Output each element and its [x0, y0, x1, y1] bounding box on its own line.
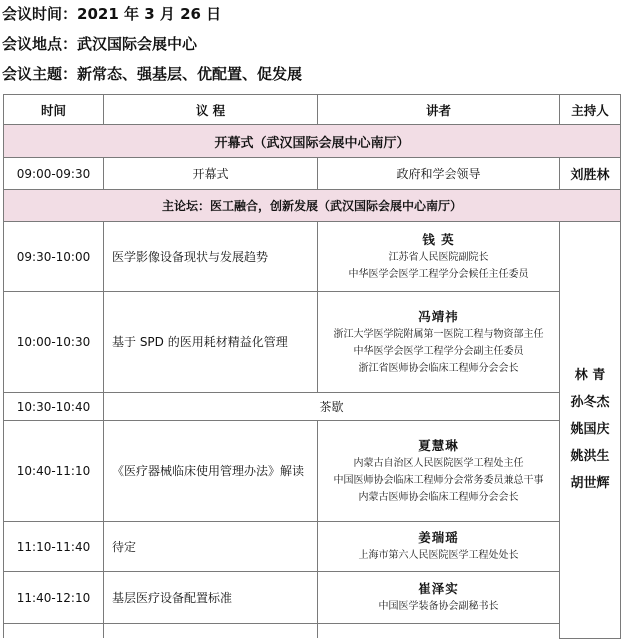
meeting-time-label: 会议时间： [2, 5, 78, 23]
session-time: 09:00-09:30 [4, 158, 104, 190]
speaker-title: 中国医学装备协会副秘书长 [378, 601, 499, 612]
speaker-name: 冯靖祎 [418, 308, 459, 324]
speaker-title: 中国医师协会临床工程师分会常务委员兼总干事 [333, 474, 544, 486]
session-time: 11:10-11:40 [4, 522, 104, 572]
session-topic: 《医疗器械临床使用管理办法》解读 [104, 421, 318, 522]
session-topic: 开幕式 [104, 158, 318, 190]
speaker-title: 中华医学会医学工程学分会副主任委员 [353, 345, 524, 357]
host-name: 孙冬杰 [570, 395, 610, 411]
opening-section-title: 开幕式（武汉国际会展中心南厅） [4, 125, 621, 158]
table-row [4, 421, 621, 522]
host-name: 林 青 [574, 368, 606, 384]
session-speaker-cell [318, 421, 560, 522]
empty-cell [104, 624, 318, 639]
session-speaker-cell [318, 222, 560, 292]
col-header-time: 时间 [4, 95, 104, 125]
col-header-host: 主持人 [560, 95, 621, 125]
header-row [4, 95, 621, 125]
host-name: 姚洪生 [570, 449, 610, 465]
table-row [4, 222, 621, 292]
forum-section-title: 主论坛：医工融合，创新发展（武汉国际会展中心南厅） [4, 190, 621, 222]
col-header-speaker: 讲者 [318, 95, 560, 125]
opening-section-row [4, 125, 621, 158]
empty-cell [318, 624, 560, 639]
session-topic: 基层医疗设备配置标准 [104, 572, 318, 624]
session-speaker-cell [318, 292, 560, 393]
session-host: 刘胜林 [560, 158, 621, 190]
forum-hosts-cell [560, 222, 621, 639]
session-topic: 医学影像设备现状与发展趋势 [104, 222, 318, 292]
meeting-time-value: 2021 年 3 月 26 日 [77, 5, 222, 23]
session-time: 09:30-10:00 [4, 222, 104, 292]
col-header-agenda: 议 程 [104, 95, 318, 125]
speaker-name: 崔泽实 [418, 581, 459, 596]
meeting-theme-value: 新常态、强基层、优配置、促发展 [77, 65, 303, 83]
break-row [4, 393, 621, 421]
table-row [4, 158, 621, 190]
meeting-place-value: 武汉国际会展中心 [77, 35, 198, 53]
session-speaker-cell [318, 572, 560, 624]
empty-cell [4, 624, 104, 639]
session-topic: 基于 SPD 的医用耗材精益化管理 [104, 292, 318, 393]
meeting-place-label: 会议地点： [2, 35, 78, 53]
table-row [4, 522, 621, 572]
session-topic: 待定 [104, 522, 318, 572]
table-row [4, 292, 621, 393]
session-speaker-cell [318, 522, 560, 572]
host-name: 姚国庆 [570, 422, 610, 438]
table-bottom-edge [4, 624, 621, 639]
session-time: 10:00-10:30 [4, 292, 104, 393]
speaker-title: 内蒙古医师协会临床工程师分会会长 [358, 491, 519, 503]
speaker-title: 内蒙古自治区人民医院医学工程处主任 [353, 457, 524, 469]
speaker-name: 姜瑞瑶 [418, 530, 459, 545]
speaker-title: 上海市第六人民医院医学工程处处长 [358, 550, 519, 561]
speaker-name: 夏慧琳 [418, 437, 459, 453]
forum-section-row [4, 190, 621, 222]
speaker-title: 中华医学会医学工程学分会候任主任委员 [348, 268, 529, 280]
table-row [4, 572, 621, 624]
session-speaker: 政府和学会领导 [318, 158, 560, 190]
meeting-time-line [2, 3, 221, 24]
meeting-theme-label: 会议主题： [2, 65, 78, 83]
meeting-place-line [2, 33, 197, 54]
speaker-title: 江苏省人民医院副院长 [388, 251, 489, 263]
speaker-name: 钱 英 [422, 231, 455, 247]
session-time: 11:40-12:10 [4, 572, 104, 624]
break-time: 10:30-10:40 [4, 393, 104, 421]
host-name: 胡世辉 [570, 476, 610, 492]
agenda-table [3, 94, 621, 639]
speaker-title: 浙江省医师协会临床工程师分会会长 [358, 362, 519, 374]
speaker-title: 浙江大学医学院附属第一医院工程与物资部主任 [333, 328, 544, 340]
meeting-theme-line [2, 63, 302, 84]
session-time: 10:40-11:10 [4, 421, 104, 522]
break-label: 茶歇 [104, 393, 560, 421]
